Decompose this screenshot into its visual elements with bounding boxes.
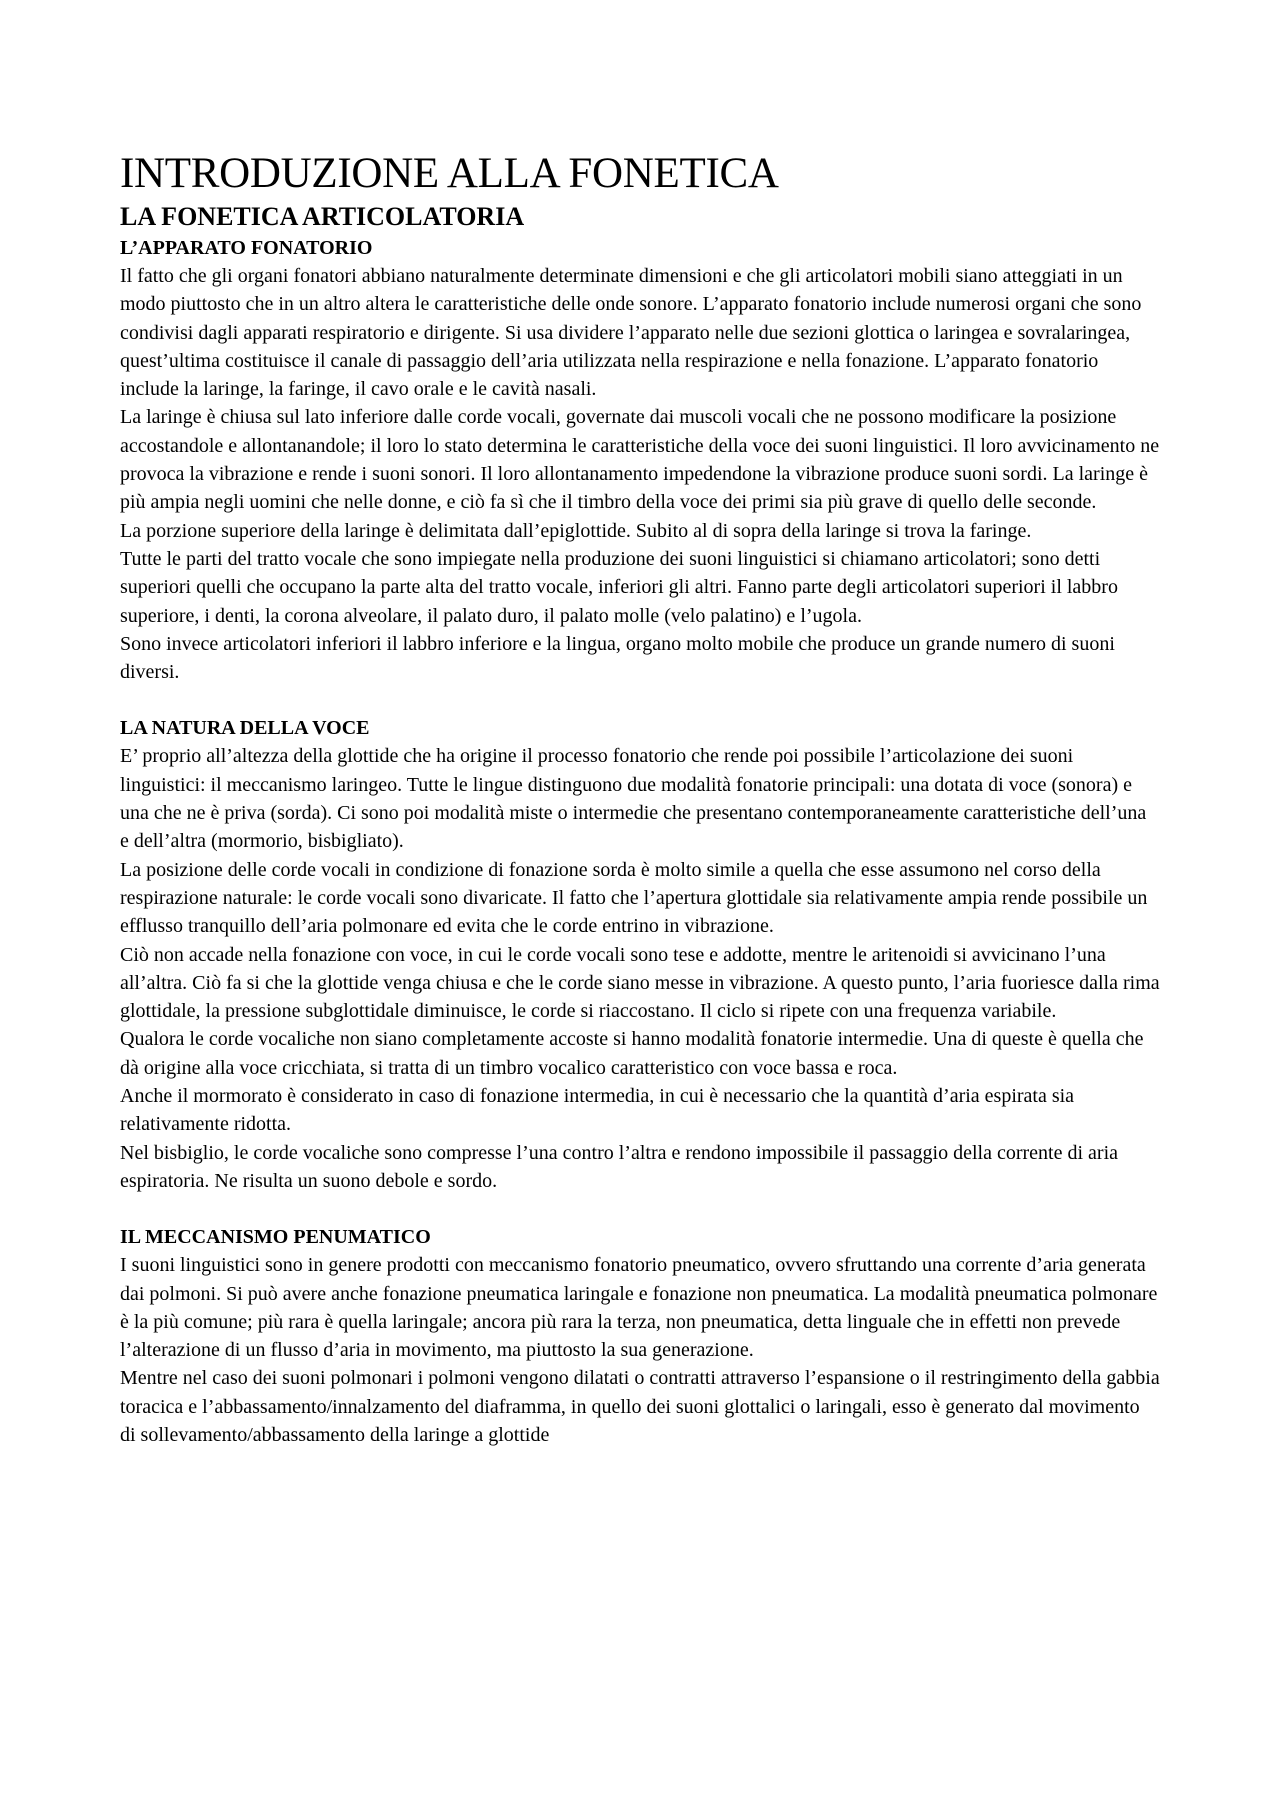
section-spacer [120, 686, 1160, 714]
document-page [120, 150, 1160, 1449]
section-meccanismo-pneumatico [120, 1223, 1160, 1449]
document-subtitle: LA FONETICA ARTICOLATORIA [120, 202, 525, 231]
document-title: INTRODUZIONE ALLA FONETICA [120, 150, 779, 197]
paragraph: Sono invece articolatori inferiori il labbro inferiore e la lingua, organo molto mobile che produce un grande numero di suoni diversi. [120, 632, 1115, 684]
section-heading: IL MECCANISMO PENUMATICO [120, 1226, 431, 1249]
paragraph: La posizione delle corde vocali in condizione di fonazione sorda è molto simile a quella che esse assumono nel corso della respirazione naturale: le corde vocali sono divaricate. Il fatto che l’apertura glottidale sia relativamente ampia rende possibile un efflusso tranquillo dell’aria polmonare ed evita che le corde entrino in vibrazione. [120, 858, 1148, 938]
paragraph: Ciò non accade nella fonazione con voce, in cui le corde vocali sono tese e addotte, mentre le aritenoidi si avvicinano l’una all’altra. Ciò fa si che la glottide venga chiusa e che le corde siano messe in vibrazione. A questo punto, l’aria fuoriesce dalla rima glottidale, la pressione subglottidale diminuisce, le corde si riaccostano. Il ciclo si ripete con una frequenza variabile. [120, 943, 1160, 1023]
paragraph: Il fatto che gli organi fonatori abbiano naturalmente determinate dimensioni e che gli articolatori mobili siano atteggiati in un modo piuttosto che in un altro altera le caratteristiche delle onde sonore. L’apparato fonatorio include numerosi organi che sono condivisi dagli apparati respiratorio e dirigente. Si usa dividere l’apparato nelle due sezioni glottica o laringea e sovralaringea, quest’ultima costituisce il canale di passaggio dell’aria utilizzata nella respirazione e nella fonazione. L’apparato fonatorio include la laringe, la faringe, il cavo orale e le cavità nasali. [120, 265, 1142, 401]
paragraph: Qualora le corde vocaliche non siano completamente accoste si hanno modalità fonatorie intermedie. Una di queste è quella che dà origine alla voce cricchiata, si tratta di un timbro vocalico caratteristico con voce bassa e roca. [120, 1028, 1144, 1079]
paragraph: La porzione superiore della laringe è delimitata dall’epiglottide. Subito al di sopra della laringe si trova la faringe. [120, 519, 1032, 542]
section-heading: L’APPARATO FONATORIO [120, 237, 373, 259]
section-apparato-fonatorio [120, 234, 1160, 686]
section-spacer [120, 1195, 1160, 1223]
paragraph: I suoni linguistici sono in genere prodotti con meccanismo fonatorio pneumatico, ovvero sfruttando una corrente d’aria generata dai polmoni. Si può avere anche fonazione pneumatica laringale e fonazione non pneumatica. La modalità pneumatica polmonare è la più comune; più rara è quella laringale; ancora più rara la terza, non pneumatica, detta linguale che in effetti non prevede l’alterazione di un flusso d’aria in movimento, ma piuttosto la sua generazione. [120, 1254, 1158, 1362]
section-natura-della-voce [120, 714, 1160, 1195]
paragraph: Mentre nel caso dei suoni polmonari i polmoni vengono dilatati o contratti attraverso l’espansione o il restringimento della gabbia toracica e l’abbassamento/innalzamento del diaframma, in quello dei suoni glottalici o laringali, esso è generato dal movimento di sollevamento/abbassamento della laringe a glottide [120, 1367, 1160, 1446]
section-heading: LA NATURA DELLA VOCE [120, 717, 370, 740]
paragraph: Tutte le parti del tratto vocale che sono impiegate nella produzione dei suoni linguistici si chiamano articolatori; sono detti superiori quelli che occupano la parte alta del tratto vocale, inferiori gli altri. Fanno parte degli articolatori superiori il labbro superiore, i denti, la corona alveolare, il palato duro, il palato molle (velo palatino) e l’ugola. [120, 547, 1118, 627]
paragraph: E’ proprio all’altezza della glottide che ha origine il processo fonatorio che rende poi possibile l’articolazione dei suoni linguistici: il meccanismo laringeo. Tutte le lingue distinguono due modalità fonatorie principali: una dotata di voce (sonora) e una che ne è priva (sorda). Ci sono poi modalità miste o intermedie che presentano contemporaneamente caratteristiche dell’una e dell’altra (mormorio, bisbigliato). [120, 745, 1147, 853]
paragraph: La laringe è chiusa sul lato inferiore dalle corde vocali, governate dai muscoli vocali che ne possono modificare la posizione accostandole e allontanandole; il loro lo stato determina le caratteristiche della voce dei suoni linguistici. Il loro avvicinamento ne provoca la vibrazione e rende i suoni sonori. Il loro allontanamento impedendone la vibrazione produce suoni sordi. La laringe è più ampia negli uomini che nelle donne, e ciò fa sì che il timbro della voce dei primi sia più grave di quello delle seconde. [120, 406, 1160, 514]
paragraph: Nel bisbiglio, le corde vocaliche sono compresse l’una contro l’altra e rendono impossibile il passaggio della corrente di aria espiratoria. Ne risulta un suono debole e sordo. [120, 1141, 1119, 1192]
paragraph: Anche il mormorato è considerato in caso di fonazione intermedia, in cui è necessario che la quantità d’aria espirata sia relativamente ridotta. [120, 1085, 1075, 1136]
